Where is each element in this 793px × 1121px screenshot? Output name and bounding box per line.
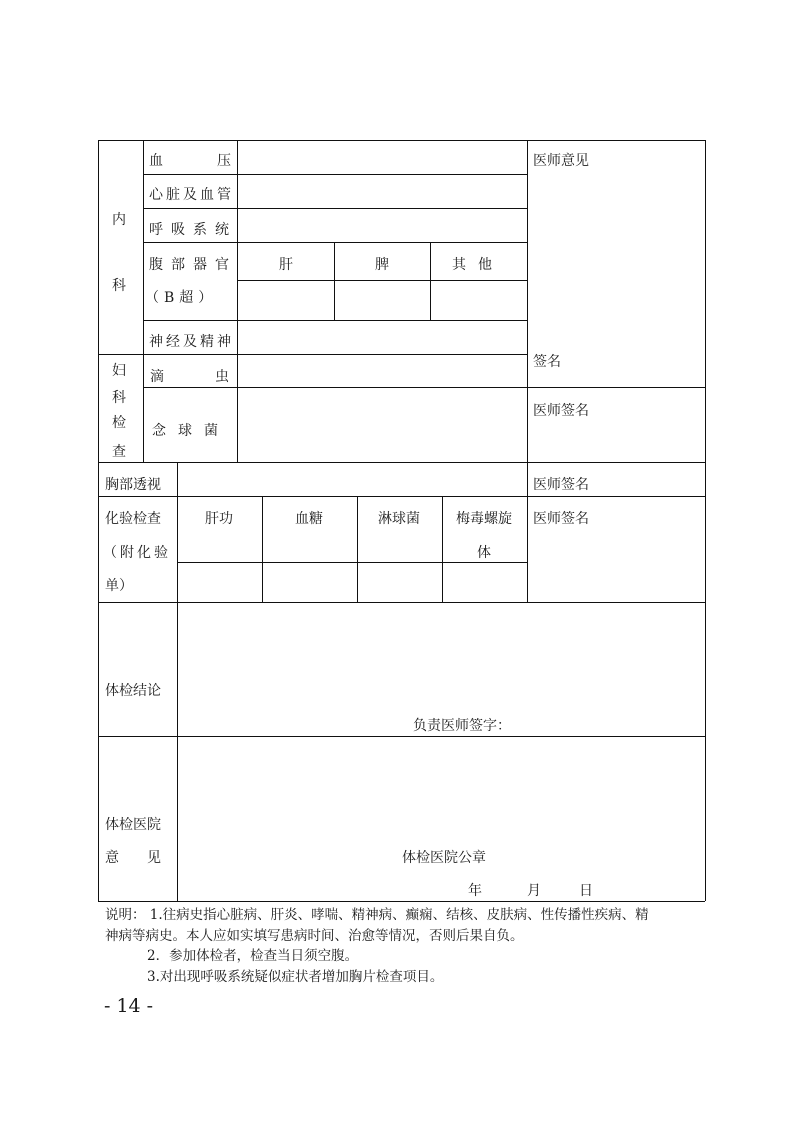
row-label-blood-pressure: 血 [149, 153, 163, 169]
column-header-syphilis: 体 [477, 545, 491, 561]
column-header-blood-sugar: 血糖 [295, 511, 323, 527]
divider [357, 496, 358, 602]
note-line: 说明： 1.往病史指心脏病、肝炎、哮喘、精神病、癫痫、结核、皮肤病、性传播性疾病、精 [105, 907, 649, 923]
divider [143, 208, 527, 209]
row-label-conclusion: 体检结论 [105, 683, 161, 699]
note-line: 2．参加体检者，检查当日须空腹。 [147, 948, 359, 964]
row-label-abdomen: 腹部器官 [149, 257, 237, 273]
divider [98, 140, 99, 901]
divider [98, 496, 705, 497]
section-label: 妇 [112, 363, 126, 379]
divider [237, 280, 527, 281]
column-header-liver: 肝 [279, 257, 293, 273]
divider [705, 140, 706, 901]
divider [177, 562, 527, 563]
divider [143, 174, 527, 175]
note-line: 3.对出现呼吸系统疑似症状者增加胸片检查项目。 [147, 969, 444, 985]
row-label-lab: （附化验 [103, 545, 171, 561]
row-label-chest: 胸部透视 [105, 477, 161, 493]
row-label-lab: 化验检查 [105, 511, 161, 527]
doctor-signature-label: 医师签名 [533, 403, 589, 419]
doctor-signature-label: 医师签名 [533, 477, 589, 493]
date-month: 月 [527, 883, 541, 899]
doctor-signature-label: 医师签名 [533, 511, 589, 527]
row-label-trichomonas: 虫 [215, 369, 229, 385]
row-label-candida: 念球菌 [152, 423, 230, 439]
doctor-opinion-label: 医师意见 [533, 153, 589, 169]
divider [98, 354, 527, 355]
column-header-other: 其他 [452, 257, 504, 273]
divider [98, 602, 705, 603]
divider [442, 496, 443, 602]
divider [177, 462, 178, 901]
divider [527, 140, 528, 602]
column-header-liver-function: 肝功 [205, 511, 233, 527]
row-label-trichomonas: 滴 [150, 369, 164, 385]
row-label-blood-pressure: 压 [217, 153, 231, 169]
divider [262, 496, 263, 602]
divider [98, 462, 705, 463]
row-label-b-ultrasound: （B超） [145, 290, 218, 306]
divider [237, 140, 238, 462]
column-header-syphilis: 梅毒螺旋 [456, 511, 512, 527]
divider [143, 140, 144, 462]
date-day: 日 [579, 883, 593, 899]
date-year: 年 [468, 883, 482, 899]
signature-label: 签名 [533, 354, 561, 370]
responsible-doctor-signature: 负责医师签字： [413, 718, 511, 734]
row-label-heart: 心脏及血管 [149, 187, 234, 203]
section-label: 科 [112, 390, 126, 406]
section-label: 科 [112, 278, 126, 294]
row-label-respiratory: 呼吸系统 [149, 222, 237, 238]
section-label: 内 [112, 212, 126, 228]
row-label-hospital: 意 见 [105, 850, 161, 866]
column-header-gonococcus: 淋球菌 [378, 511, 420, 527]
note-line: 神病等病史。本人应如实填写患病时间、治愈等情况，否则后果自负。 [105, 928, 524, 944]
divider [98, 140, 705, 141]
divider [334, 242, 335, 320]
divider [143, 387, 705, 388]
row-label-hospital: 体检医院 [105, 817, 161, 833]
hospital-seal-label: 体检医院公章 [402, 850, 486, 866]
divider [143, 242, 527, 243]
column-header-spleen: 脾 [375, 257, 389, 273]
section-label: 查 [112, 444, 126, 460]
page-number: - 14 - [104, 995, 154, 1017]
divider [98, 736, 705, 737]
section-label: 检 [112, 415, 126, 431]
row-label-lab: 单） [105, 578, 133, 594]
row-label-neuro: 神经及精神 [149, 334, 234, 350]
divider [430, 242, 431, 320]
divider [143, 320, 527, 321]
divider [98, 901, 705, 902]
